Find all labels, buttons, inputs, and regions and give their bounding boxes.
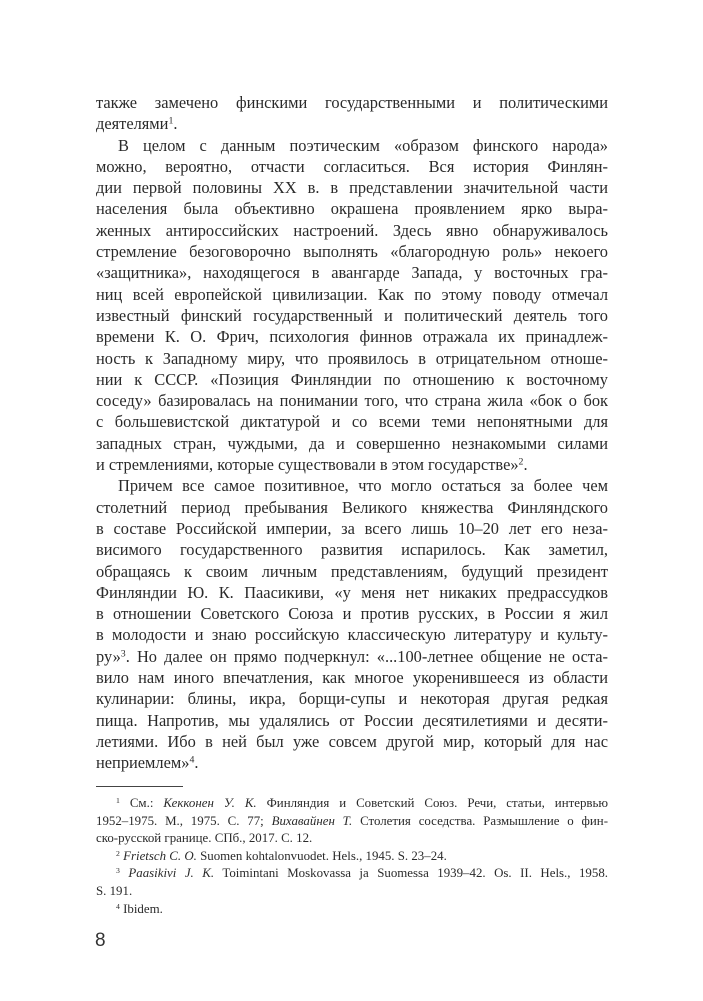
text-line: обращаясь к своим личным представлениям, будущий президент	[96, 561, 608, 581]
text-line: 1952–1975. М., 1975. С. 77; Вихавайнен Т. Столетия соседства. Размышление о фин-	[96, 813, 608, 828]
text-line: женных антироссийских настроений. Здесь явно обнаруживалось	[96, 220, 608, 240]
author-name: Paasikivi J. K.	[128, 866, 215, 881]
footnote-marker: 3	[116, 866, 120, 876]
footnote-3	[96, 865, 608, 900]
text-line: $^1$ См.: Кекконен У. К. Финляндия и Советский Союз. Речи, статьи, интервью	[116, 795, 608, 810]
footnote-marker: 2	[116, 848, 120, 858]
footnote-marker: 2	[518, 456, 524, 468]
text-line: $^4$ Ibidem.	[116, 901, 163, 916]
text-line: населения была объективно окрашена проявлением ярко выра-	[96, 199, 608, 219]
text-line: западных стран, чуждыми, да и совершенно незнакомыми силами	[96, 433, 608, 453]
text-line: кулинарии: блины, икра, борщи-супы и некоторая другая редкая	[96, 689, 608, 709]
footnote-marker: 3	[120, 648, 126, 660]
footnote-1	[96, 795, 608, 848]
text-line: ниц всей европейской цивилизации. Как по этому поводу отмечал	[96, 284, 608, 304]
author-name: Вихавайнен Т.	[271, 813, 353, 828]
text-line: соседу» базировалась на понимании того, что страна жила «бок о бок	[96, 391, 608, 411]
text-line: можно, вероятно, отчасти согласиться. Вся история Финлян-	[96, 156, 608, 176]
text-line: Финляндии Ю. К. Паасикиви, «у меня нет никаких предрассудков	[96, 582, 608, 602]
footnote-2	[96, 848, 608, 866]
text-line: пища. Напротив, мы удалялись от России десятилетиями и десяти-	[96, 710, 608, 730]
footnote-marker: 1	[116, 795, 120, 805]
text-line: и стремлениями, которые существовали в этом государстве»$^2$.	[96, 455, 528, 475]
text-line: деятелями$^1$.	[96, 114, 178, 134]
text-line: также замечено финскими государственными и политическими	[96, 93, 608, 112]
text-line: В целом с данным поэтическим «образом финского народа»	[118, 135, 608, 155]
text-line: с большевистской диктатурой и со всеми теми непонятными для	[96, 412, 608, 432]
text-line: столетний период пребывания Великого княжества Финляндского	[96, 497, 608, 517]
text-line: неприемлем»$^4$.	[96, 753, 199, 773]
text-line: висимого государственного развития испарилось. Как заметил,	[96, 540, 608, 560]
author-name: Frietsch C. O.	[123, 848, 197, 863]
body-text	[96, 92, 608, 774]
text-line: ность к Западному миру, что проявилось в отрицательном отноше-	[96, 348, 608, 368]
footnotes	[96, 795, 608, 918]
text-line: нии к СССР. «Позиция Финляндии по отношению к восточному	[96, 369, 608, 389]
text-line: ско-русской границе. СПб., 2017. С. 12.	[96, 831, 313, 846]
text-line: $^3$ Paasikivi J. K. Toimintani Moskovassa ja Suomessa 1939–42. Os. II. Hels., 1958.	[116, 866, 608, 881]
text-line: S. 191.	[96, 883, 133, 898]
paragraph-1	[96, 92, 608, 135]
text-line: вило нам иного впечатления, как многое укоренившееся из области	[96, 668, 608, 688]
text-line: летиями. Ибо в ней был уже совсем другой мир, который для нас	[96, 731, 608, 751]
text-line: Причем все самое позитивное, что могло остаться за более чем	[118, 476, 608, 496]
footnote-marker: 4	[116, 901, 120, 911]
text-line: ру»$^3$. Но далее он прямо подчеркнул: «...100-летнее общение не оста-	[96, 646, 608, 666]
text-line: в составе Российской империи, за всего лишь 10–20 лет его неза-	[96, 518, 608, 538]
text-line: в отношении Советского Союза и против русских, в России я жил	[96, 604, 608, 624]
author-name: Кекконен У. К.	[163, 796, 257, 810]
footnote-separator	[96, 786, 183, 787]
footnote-marker: 1	[168, 115, 174, 127]
footnote-marker: 4	[189, 754, 195, 766]
text-line: дии первой половины XX в. в представлении значительной части	[96, 178, 608, 198]
text-line: времени К. О. Фрич, психология финнов отражала их принадлеж-	[96, 327, 608, 347]
text-line: стремление безоговорочно выполнять «благородную роль» некоего	[96, 242, 608, 262]
text-line: в молодости и знаю российскую классическую литературу и культу-	[96, 625, 608, 645]
page-number: 8	[95, 930, 106, 951]
paragraph-2	[96, 135, 608, 476]
paragraph-3	[96, 475, 608, 773]
footnote-4	[96, 901, 608, 919]
text-line: известный финский государственный и политический деятель того	[96, 305, 608, 325]
text-line: $^2$ Frietsch C. O. Suomen kohtalonvuodet. Hels., 1945. S. 23–24.	[116, 848, 447, 863]
text-line: «защитника», находящегося в авангарде Запада, у восточных гра-	[96, 263, 608, 283]
